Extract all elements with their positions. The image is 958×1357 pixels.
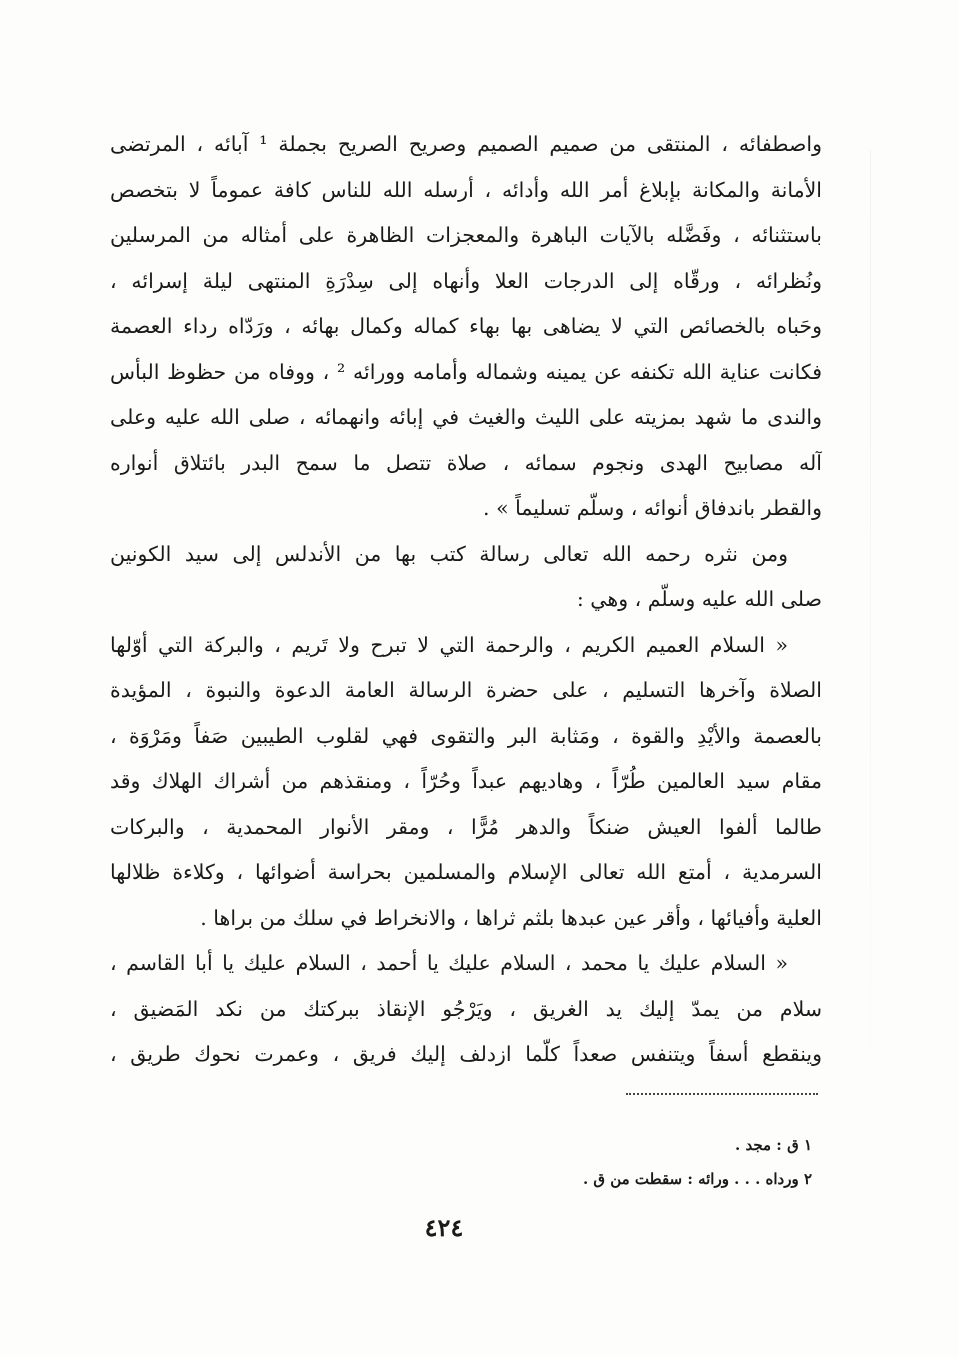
text-line: العلية وأفيائها ، وأقر عين عبدها بلثم ثراها ، والانخراط في سلك من براها . <box>200 905 822 930</box>
main-text-block <box>110 122 822 1078</box>
text-line: سلام من يمدّ إليك يد الغريق ، ويَرْجُو الإنقاذ ببركتك من نكد المَضيق ، <box>110 996 822 1021</box>
text-line: الأمانة والمكانة بإبلاغ أمر الله وأدائه ، أرسله الله للناس كافة عموماً لا بتخصص <box>110 177 822 202</box>
text-line: آله مصابيح الهدى ونجوم سمائه ، صلاة تتصل ما سمح البدر بائتلاق أنواره <box>110 450 822 475</box>
scan-shadow <box>870 150 871 1050</box>
text-line: السرمدية ، أمتع الله تعالى الإسلام والمسلمين بحراسة أضوائها ، وكلاءة ظلالها <box>110 860 822 884</box>
text-line: وينقطع أسفاً ويتنفس صعداً كلّما ازدلف إليك فريق ، وعمرت نحوك طريق ، <box>110 1042 822 1066</box>
text-line: فكانت عناية الله تكنفه عن يمينه وشماله وأمامه وورائه ² ، ووفاه من حظوظ البأس <box>110 359 822 384</box>
text-line: « السلام عليك يا محمد ، السلام عليك يا أحمد ، السلام عليك يا أبا القاسم ، <box>110 951 788 975</box>
text-line: واصطفائه ، المنتقى من صميم الصميم وصريح الصريح بجملة ¹ آبائه ، المرتضى <box>110 132 822 156</box>
page-number: ٤٢٤ <box>424 1213 464 1242</box>
footnote-2: ٢ ورداه . . . ورائه : سقطت من ق . <box>582 1170 812 1188</box>
text-line: بالعصمة والأيْدِ والقوة ، ومَثابة البر والتقوى فهي لقلوب الطيبين صَفاً ومَرْوَة ، <box>110 723 822 748</box>
footnotes <box>400 1128 812 1196</box>
text-line: الصلاة وآخرها التسليم ، على حضرة الرسالة العامة الدعوة والنبوة ، المؤيدة <box>110 678 822 702</box>
text-line: « السلام العميم الكريم ، والرحمة التي لا تبرح ولا تَريم ، والبركة التي أوّلها <box>110 632 788 657</box>
text-line: وحَباه بالخصائص التي لا يضاهى بها بهاء كماله وكمال بهائه ، ورَدّاه رداء العصمة <box>110 314 822 338</box>
footnote-1: ١ ق : مجد . <box>735 1136 812 1154</box>
text-line: مقام سيد العالمين طُرّاً ، وهاديهم عبداً وحُرّاً ، ومنقذهم من أشراك الهلاك وقد <box>110 769 822 793</box>
text-line: ومن نثره رحمه الله تعالى رسالة كتب بها من الأندلس إلى سيد الكونين <box>110 541 788 566</box>
text-line: ونُظرائه ، ورقّاه إلى الدرجات العلا وأنهاه إلى سِدْرَةِ المنتهى ليلة إسرائه ، <box>110 268 822 293</box>
text-line: والندى ما شهد بمزيته على الليث والغيث في إبائه وانهمائه ، صلى الله عليه وعلى <box>110 405 822 429</box>
text-line: والقطر باندفاق أنوائه ، وسلّم تسليماً » . <box>483 496 822 520</box>
text-line: باستثنائه ، وفَضَّله بالآيات الباهرة والمعجزات الظاهرة على أمثاله من المرسلين <box>110 223 822 247</box>
text-line: طالما ألفوا العيش ضنكاً والدهر مُرًّا ، ومقر الأنوار المحمدية ، والبركات <box>110 814 822 839</box>
footnote-divider <box>626 1093 818 1095</box>
text-line: صلى الله عليه وسلّم ، وهي : <box>576 587 822 611</box>
